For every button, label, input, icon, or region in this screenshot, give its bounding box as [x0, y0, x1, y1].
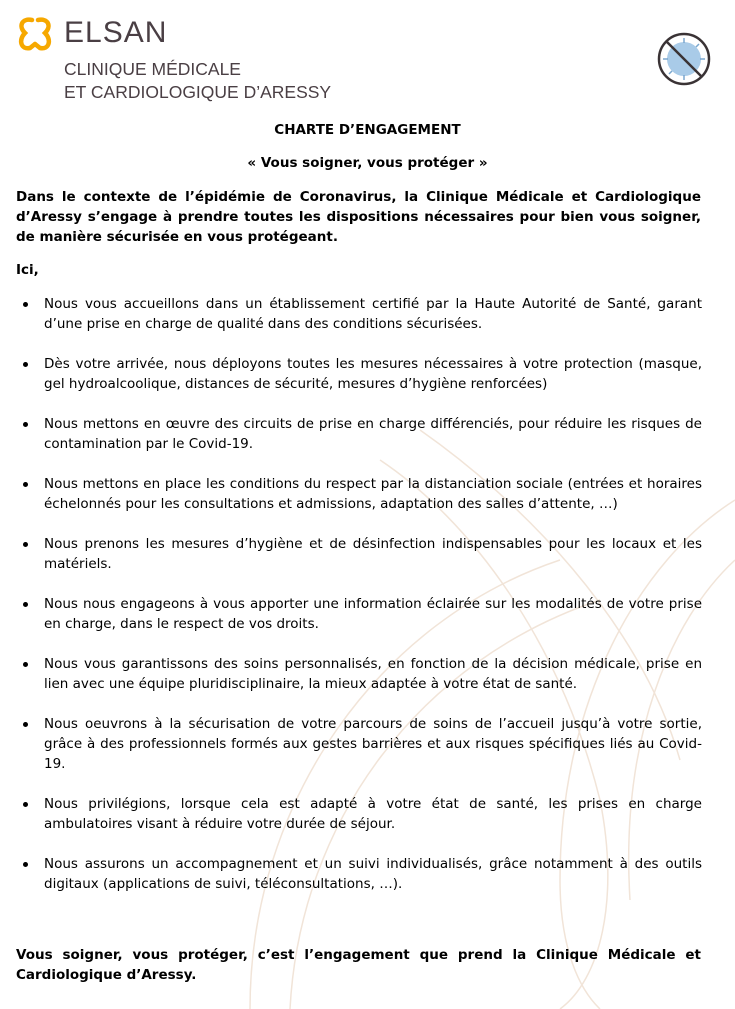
brand-name: ELSAN — [64, 16, 168, 49]
bullet-icon — [23, 802, 28, 807]
document-title: CHARTE D’ENGAGEMENT — [274, 122, 461, 138]
elsan-logo-icon — [16, 16, 54, 52]
document-subtitle: « Vous soigner, vous protéger » — [247, 155, 488, 171]
bullet-icon — [23, 862, 28, 867]
clinic-name-line2: ET CARDIOLOGIQUE D’ARESSY — [64, 82, 332, 102]
intro-paragraph: Dans le contexte de l’épidémie de Coronavirus, la Clinique Médicale et Cardiologique d’Aressy s’engage à prendre toutes les dispositions nécessaires pour bien vous soigner, de manière sécurisée en vous protégeant. — [16, 189, 701, 245]
clinic-name — [64, 58, 331, 104]
bullet-icon — [23, 302, 28, 307]
list-item — [16, 654, 702, 694]
list-item — [16, 294, 702, 334]
list-item — [16, 714, 702, 774]
clinic-name-line1: CLINIQUE MÉDICALE — [64, 59, 241, 79]
no-virus-icon — [657, 32, 711, 86]
list-item-text: Nous prenons les mesures d’hygiène et de désinfection indispensables pour les locaux et les matériels. — [44, 536, 702, 572]
closing-paragraph: Vous soigner, vous protéger, c’est l’engagement que prend la Clinique Médicale et Cardiologique d’Aressy. — [16, 947, 701, 983]
ici-label: Ici, — [16, 262, 39, 278]
list-item — [16, 474, 702, 514]
bullet-icon — [23, 482, 28, 487]
list-item-text: Dès votre arrivée, nous déployons toutes les mesures nécessaires à votre protection (masque, gel hydroalcoolique, distances de sécurité, mesures d’hygiène renforcées) — [44, 356, 702, 392]
list-item-text: Nous vous accueillons dans un établissement certifié par la Haute Autorité de Santé, garant d’une prise en charge de qualité dans des conditions sécurisées. — [44, 296, 702, 332]
bullet-icon — [23, 722, 28, 727]
list-item — [16, 534, 702, 574]
list-item — [16, 594, 702, 634]
list-item — [16, 354, 702, 394]
bullet-icon — [23, 602, 28, 607]
list-item-text: Nous nous engageons à vous apporter une information éclairée sur les modalités de votre prise en charge, dans le respect de vos droits. — [44, 596, 702, 632]
list-item-text: Nous vous garantissons des soins personnalisés, en fonction de la décision médicale, prise en lien avec une équipe pluridisciplinaire, la mieux adaptée à votre état de santé. — [44, 656, 702, 692]
bullet-icon — [23, 422, 28, 427]
list-item-text: Nous privilégions, lorsque cela est adapté à votre état de santé, les prises en charge ambulatoires visant à réduire votre durée de séjour. — [44, 796, 702, 832]
list-item — [16, 854, 702, 894]
list-item-text: Nous mettons en place les conditions du respect par la distanciation sociale (entrées et horaires échelonnés pour les consultations et admissions, adaptation des salles d’attente, …) — [44, 476, 702, 512]
list-item-text: Nous mettons en œuvre des circuits de prise en charge différenciés, pour réduire les risques de contamination par le Covid-19. — [44, 416, 702, 452]
list-item-text: Nous assurons un accompagnement et un suivi individualisés, grâce notamment à des outils digitaux (applications de suivi, téléconsultations, …). — [44, 856, 702, 892]
list-item-text: Nous oeuvrons à la sécurisation de votre parcours de soins de l’accueil jusqu’à votre sortie, grâce à des professionnels formés aux gestes barrières et aux risques spécifiques liés au Covid-19. — [44, 716, 702, 772]
bullet-icon — [23, 362, 28, 367]
list-item — [16, 414, 702, 454]
list-item — [16, 794, 702, 834]
bullet-icon — [23, 662, 28, 667]
commitments-list — [16, 294, 702, 914]
bullet-icon — [23, 542, 28, 547]
